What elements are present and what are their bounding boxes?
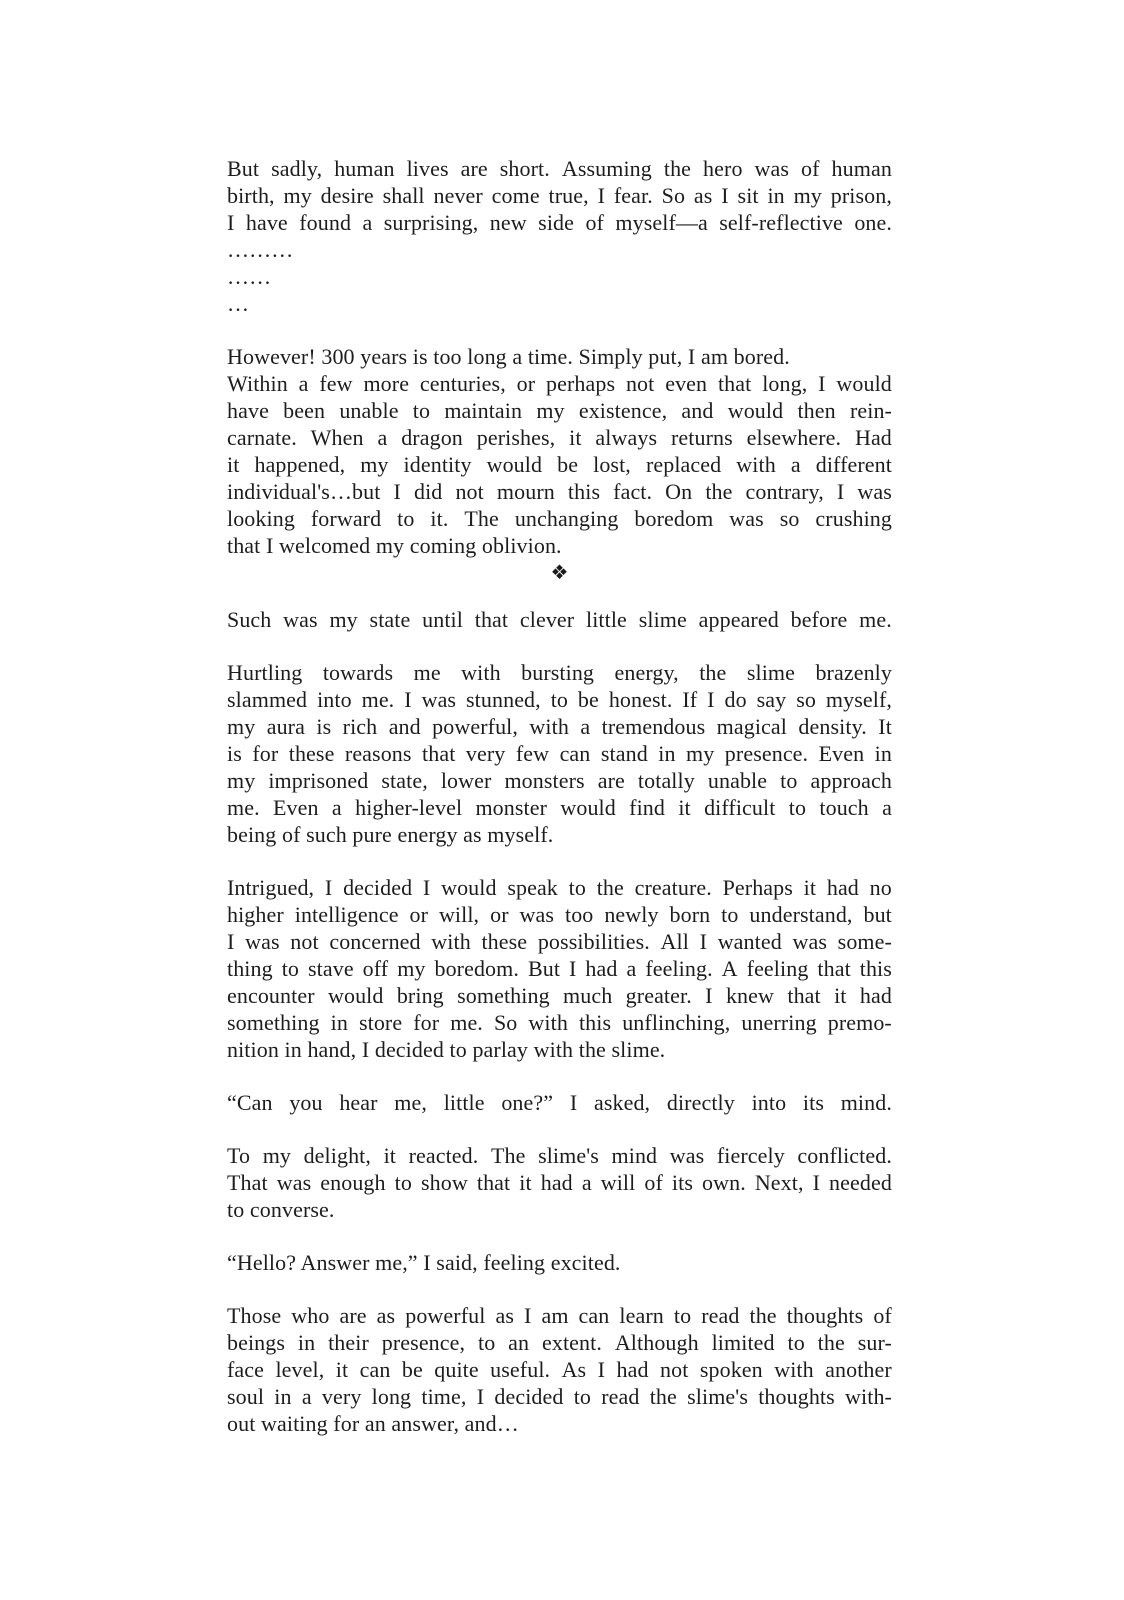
text-line: my aura is rich and powerful, with a tremendous magical density. It	[227, 714, 892, 739]
ellipsis-lines	[227, 236, 892, 317]
text-line: face level, it can be quite useful. As I had not spoken with another	[227, 1357, 892, 1382]
text-line: me. Even a higher-level monster would find it difficult to touch a	[227, 795, 892, 820]
paragraph-1	[227, 155, 892, 236]
text-line: “Hello? Answer me,” I said, feeling excited.	[227, 1250, 621, 1275]
text-line: I was not concerned with these possibilities. All I wanted was some-	[227, 929, 892, 954]
text-column	[227, 155, 892, 1437]
text-line: Those who are as powerful as I am can learn to read the thoughts of	[227, 1303, 892, 1328]
text-line: nition in hand, I decided to parlay with the slime.	[227, 1037, 666, 1062]
text-line: something in store for me. So with this unflinching, unerring premo-	[227, 1010, 892, 1035]
text-line: have been unable to maintain my existence, and would then rein-	[227, 398, 892, 423]
paragraph-4	[227, 659, 892, 848]
text-line: Such was my state until that clever little slime appeared before me.	[227, 607, 892, 632]
text-line: higher intelligence or will, or was too newly born to understand, but	[227, 902, 892, 927]
text-line: …	[227, 291, 250, 316]
section-divider-icon: ❖	[550, 560, 569, 584]
text-line: “Can you hear me, little one?” I asked, directly into its mind.	[227, 1090, 892, 1115]
text-line: carnate. When a dragon perishes, it always returns elsewhere. Had	[227, 425, 892, 450]
text-line: ………	[227, 237, 294, 262]
text-line: it happened, my identity would be lost, replaced with a different	[227, 452, 892, 477]
text-line: that I welcomed my coming oblivion.	[227, 533, 562, 558]
text-line: to converse.	[227, 1197, 335, 1222]
paragraph-5	[227, 874, 892, 1063]
text-line: encounter would bring something much greater. I knew that it had	[227, 983, 892, 1008]
paragraph-6	[227, 1142, 892, 1223]
text-line: I have found a surprising, new side of myself—a self-reflective one.	[227, 210, 892, 235]
text-line: out waiting for an answer, and…	[227, 1411, 519, 1436]
text-line: thing to stave off my boredom. But I had a feeling. A feeling that this	[227, 956, 892, 981]
text-line: ……	[227, 264, 272, 289]
text-line: However! 300 years is too long a time. Simply put, I am bored.	[227, 344, 790, 369]
text-line: my imprisoned state, lower monsters are totally unable to approach	[227, 768, 892, 793]
text-line: Hurtling towards me with bursting energy, the slime brazenly	[227, 660, 892, 685]
text-line: beings in their presence, to an extent. Although limited to the sur-	[227, 1330, 892, 1355]
text-line: being of such pure energy as myself.	[227, 822, 554, 847]
text-line: soul in a very long time, I decided to read the slime's thoughts with-	[227, 1384, 892, 1409]
text-line: birth, my desire shall never come true, I fear. So as I sit in my prison,	[227, 183, 892, 208]
text-line: That was enough to show that it had a will of its own. Next, I needed	[227, 1170, 892, 1195]
text-line: looking forward to it. The unchanging boredom was so crushing	[227, 506, 892, 531]
text-line: individual's…but I did not mourn this fact. On the contrary, I was	[227, 479, 892, 504]
quote-line-1	[227, 1089, 892, 1116]
text-line: is for these reasons that very few can stand in my presence. Even in	[227, 741, 892, 766]
text-line: Within a few more centuries, or perhaps not even that long, I would	[227, 371, 892, 396]
paragraph-2	[227, 343, 892, 559]
text-line: Intrigued, I decided I would speak to the creature. Perhaps it had no	[227, 875, 892, 900]
text-line: slammed into me. I was stunned, to be honest. If I do say so myself,	[227, 687, 892, 712]
quote-line-2	[227, 1249, 892, 1276]
text-line: But sadly, human lives are short. Assuming the hero was of human	[227, 156, 892, 181]
paragraph-7	[227, 1302, 892, 1437]
text-line: To my delight, it reacted. The slime's mind was fiercely conflicted.	[227, 1143, 892, 1168]
paragraph-3	[227, 606, 892, 633]
